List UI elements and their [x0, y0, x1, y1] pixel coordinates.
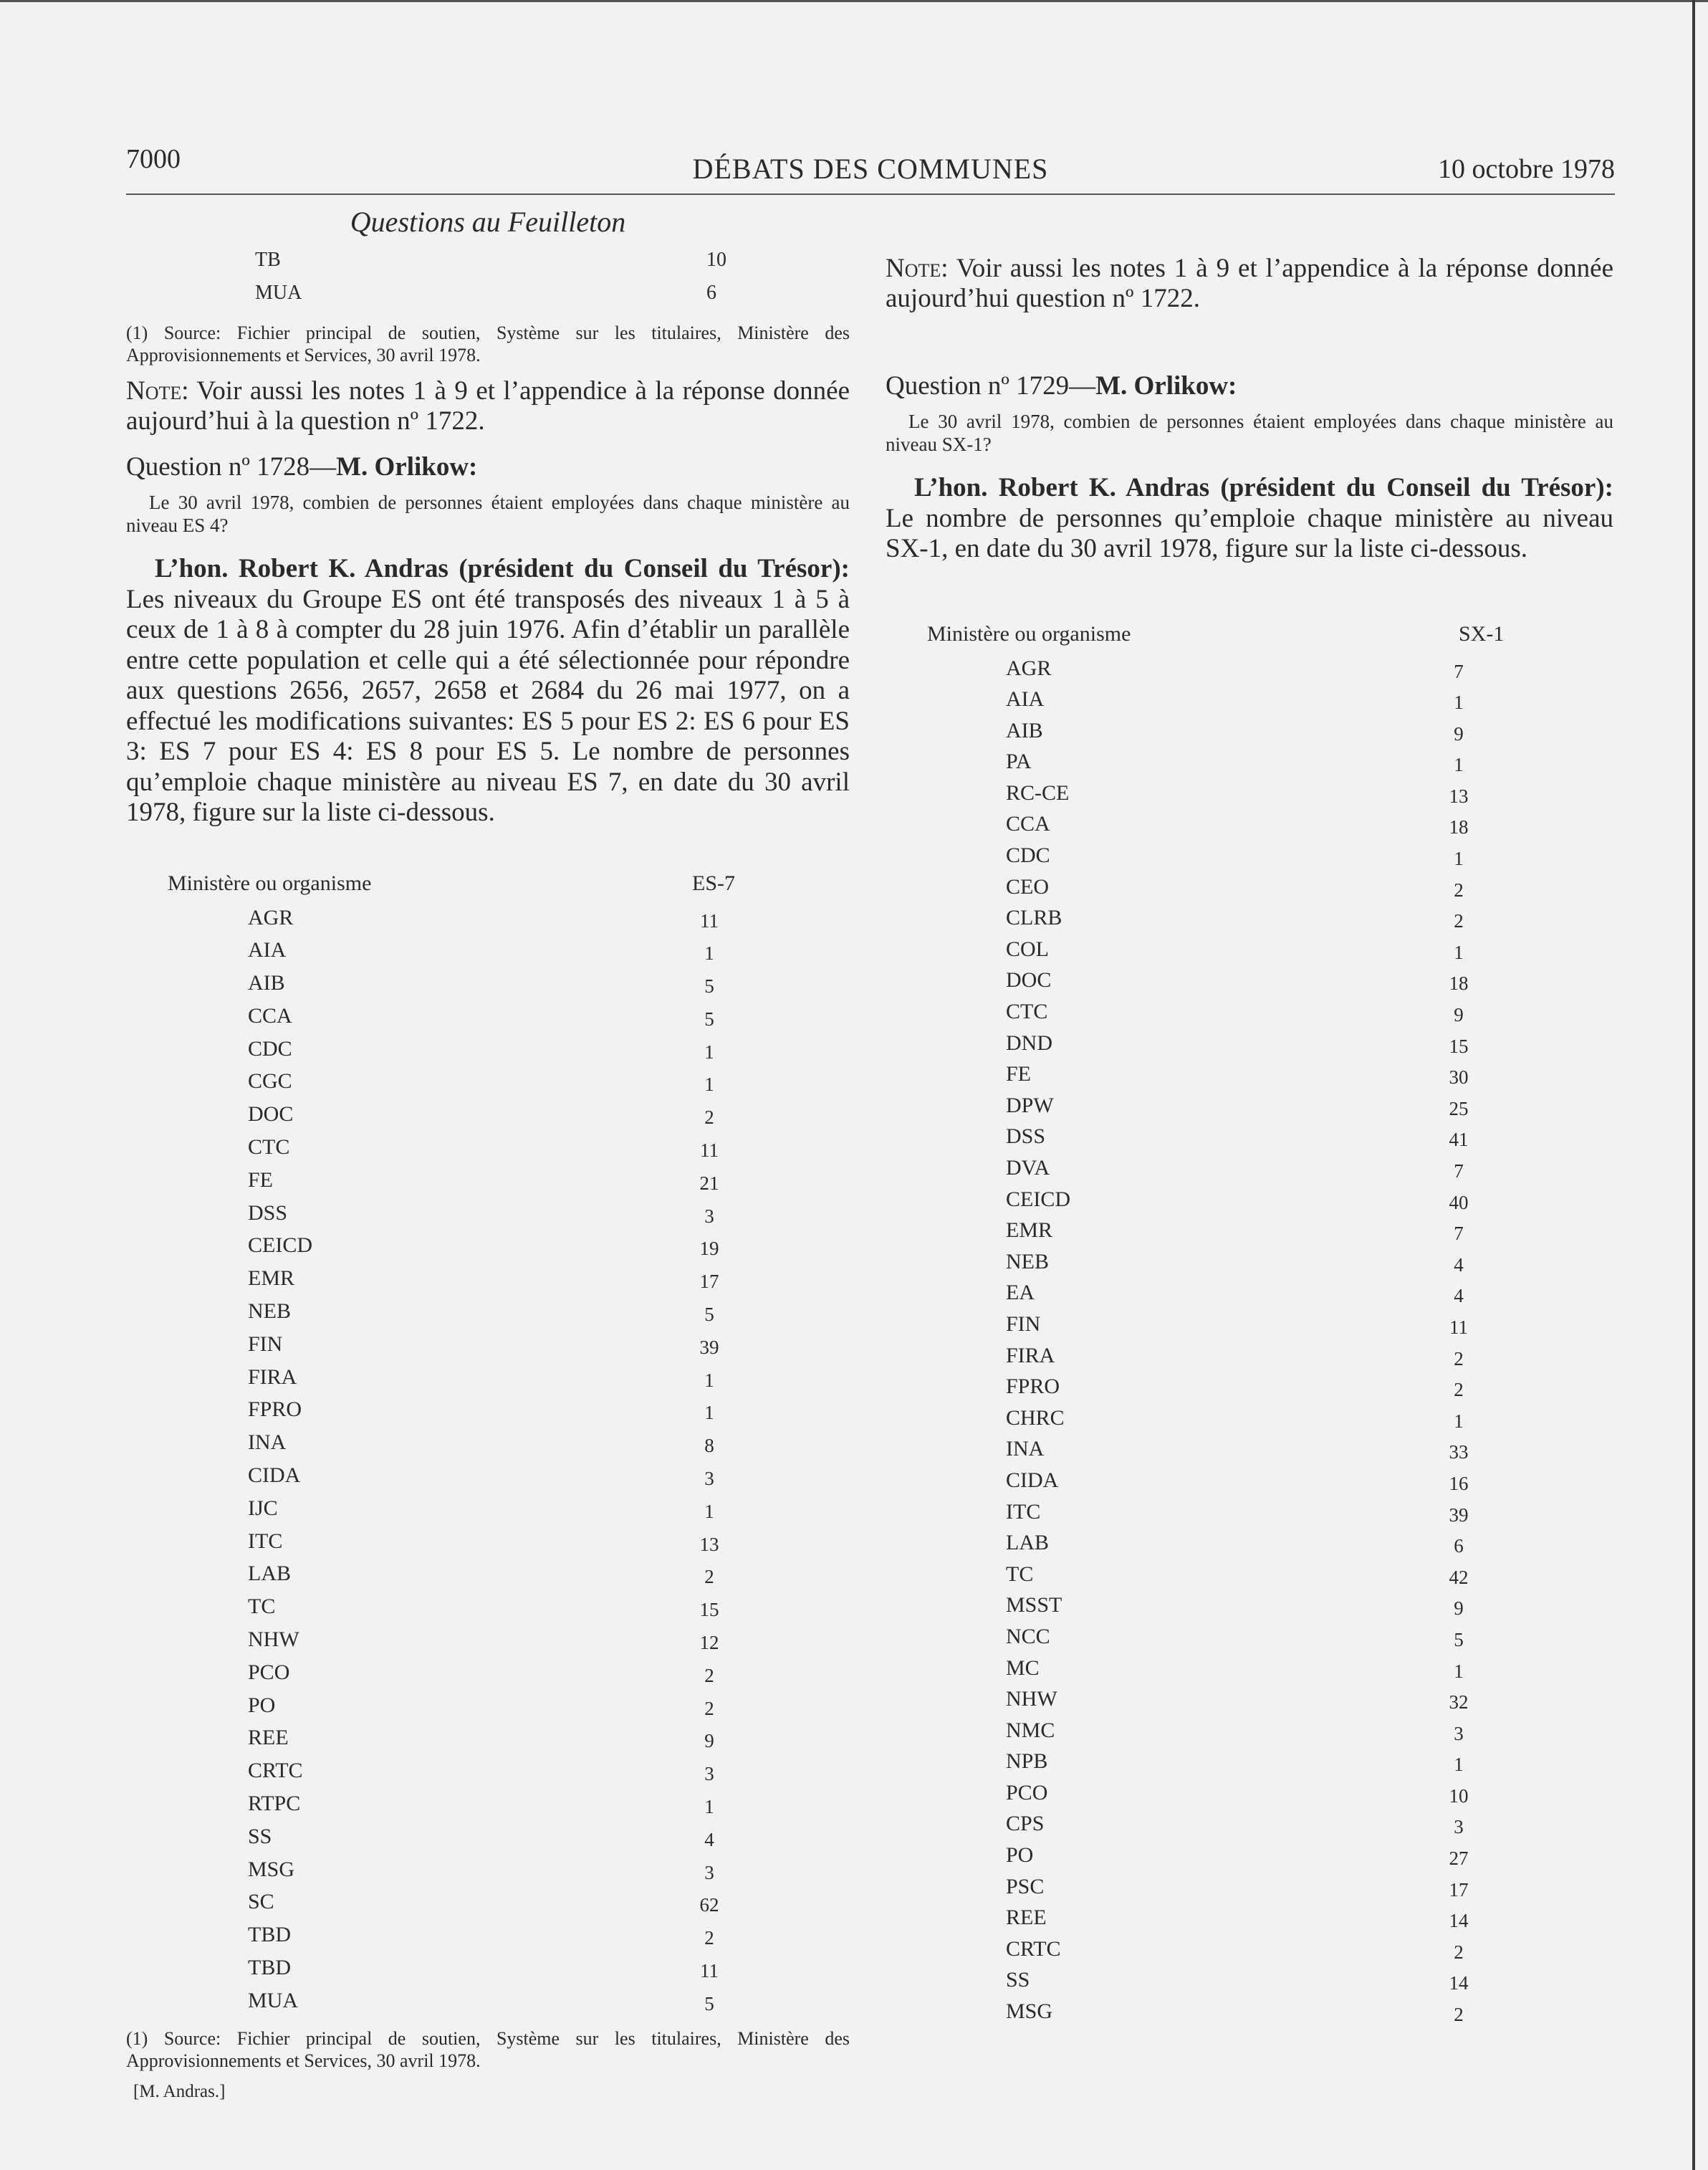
answer-paragraph	[886, 473, 1613, 565]
table-row	[886, 875, 1613, 907]
row-organization: CIDA	[1006, 1468, 1059, 1492]
row-count: 1	[704, 1796, 714, 1818]
row-count: 9	[1454, 722, 1464, 745]
row-organization: EMR	[1006, 1218, 1053, 1243]
question-prefix: Question nº 1728—	[126, 452, 337, 482]
table-row	[886, 1875, 1613, 1906]
row-count: 18	[1449, 816, 1469, 838]
row-organization: CHRC	[1006, 1405, 1065, 1430]
row-organization: DPW	[1006, 1093, 1054, 1117]
table-row	[886, 1906, 1613, 1937]
row-organization: DOC	[1006, 968, 1052, 993]
row-count: 30	[1449, 1066, 1469, 1089]
row-count: 10	[706, 249, 726, 271]
table-row	[886, 1437, 1613, 1468]
row-organization: TBD	[248, 1923, 291, 1947]
row-organization: CDC	[248, 1036, 292, 1061]
row-count: 19	[699, 1238, 719, 1260]
row-count: 13	[1449, 785, 1469, 807]
page-number: 7000	[126, 144, 181, 174]
row-count: 5	[704, 1304, 714, 1326]
row-organization: INA	[248, 1430, 287, 1455]
row-count: 1	[1454, 1410, 1464, 1432]
row-organization: ITC	[1006, 1499, 1041, 1524]
row-organization: CTC	[1006, 1000, 1048, 1024]
row-count: 2	[704, 1566, 714, 1588]
row-organization: DND	[1006, 1031, 1052, 1055]
row-organization: MUA	[248, 1988, 299, 2012]
table-row	[886, 1187, 1613, 1219]
table-row	[886, 1749, 1613, 1781]
es7-table	[126, 906, 850, 2022]
row-count: 2	[1454, 1379, 1464, 1401]
footnote-top: (1) Source: Fichier principal de soutien, Système sur les titulaires, Ministère des Approvisionnements et Services, 30 avril 1978.	[126, 322, 850, 365]
table-row	[886, 1406, 1613, 1438]
row-organization: DVA	[1006, 1156, 1050, 1180]
row-count: 2	[1454, 879, 1464, 901]
row-count: 17	[1449, 1878, 1469, 1901]
table-row	[126, 1168, 850, 1201]
row-organization: TC	[248, 1595, 276, 1619]
row-count: 39	[699, 1336, 719, 1358]
row-count: 2	[1454, 2004, 1464, 2026]
table-row	[886, 1062, 1613, 1094]
row-count: 1	[1454, 754, 1464, 776]
row-organization: FIN	[248, 1332, 283, 1356]
carryover-table	[126, 249, 850, 315]
note-label: Note:	[126, 376, 189, 406]
row-organization: SS	[1006, 1968, 1030, 1992]
row-organization: NPB	[1006, 1749, 1048, 1774]
row-count: 3	[704, 1205, 714, 1227]
row-count: 6	[706, 282, 716, 304]
table-row	[126, 1529, 850, 1562]
table-row	[886, 781, 1613, 813]
table-row	[886, 1124, 1613, 1156]
table-row	[126, 1069, 850, 1102]
row-count: 11	[700, 909, 719, 932]
table-row	[126, 1923, 850, 1956]
row-count: 3	[704, 1763, 714, 1785]
row-count: 2	[704, 1927, 714, 1949]
note-text: Voir aussi les notes 1 à 9 et l’appendice à la réponse donnée aujourd’hui question nº 1722.	[886, 254, 1613, 313]
row-organization: REE	[248, 1726, 289, 1750]
row-organization: DOC	[248, 1102, 294, 1127]
table-header-value: ES-7	[692, 871, 735, 895]
table-header	[126, 871, 850, 906]
table-row	[126, 1201, 850, 1234]
table-row	[886, 1312, 1613, 1344]
row-organization: NCC	[1006, 1624, 1050, 1648]
row-count: 2	[704, 1697, 714, 1719]
row-count: 11	[1449, 1316, 1468, 1338]
table-row	[126, 1726, 850, 1759]
table-row	[126, 1463, 850, 1496]
row-organization: AIB	[1006, 718, 1043, 742]
question-prefix: Question nº 1729—	[886, 371, 1096, 401]
table-row	[126, 1890, 850, 1923]
row-organization: PA	[1006, 750, 1032, 774]
row-organization: EMR	[248, 1266, 295, 1291]
row-count: 32	[1449, 1691, 1469, 1713]
table-row	[126, 971, 850, 1004]
table-row	[126, 1628, 850, 1660]
table-row	[886, 1687, 1613, 1719]
table-row	[886, 1094, 1613, 1125]
row-organization: PCO	[1006, 1780, 1048, 1805]
table-row	[126, 1004, 850, 1037]
row-organization: TBD	[248, 1956, 291, 1979]
table-row	[886, 1156, 1613, 1187]
row-count: 4	[1454, 1253, 1464, 1276]
row-count: 7	[1454, 660, 1464, 682]
row-count: 1	[1454, 941, 1464, 963]
row-count: 11	[700, 1960, 719, 1982]
row-count: 18	[1449, 972, 1469, 995]
table-row	[126, 1233, 850, 1266]
row-organization: COL	[1006, 937, 1049, 961]
answer-text: Les niveaux du Groupe ES ont été transposés des niveaux 1 à 5 à ceux de 1 à 8 à compter du 28 juin 1976. Afin d’établir un parallèle entre cette population et celle qui a été sélectionnée pour répondre aux questions 2656, 2657, 2658 et 2684 du 26 mai 1977, on a effectué les modifications suivantes: ES 5 pour ES 2: ES 6 pour ES 3: ES 7 pour ES 4: ES 8 pour ES 5. Le nombre de personnes qu’emploie chaque ministère au niveau ES 7, en date du 30 avril 1978, figure sur la liste ci-dessous.	[126, 584, 850, 827]
row-count: 3	[704, 1861, 714, 1883]
row-count: 10	[1449, 1784, 1469, 1807]
row-organization: CPS	[1006, 1812, 1045, 1836]
row-count: 39	[1449, 1504, 1469, 1526]
table-row	[126, 1989, 850, 2022]
question-member: M. Orlikow:	[336, 452, 478, 482]
row-count: 42	[1449, 1566, 1469, 1588]
row-count: 13	[699, 1533, 719, 1555]
row-count: 2	[704, 1664, 714, 1686]
row-organization: TC	[1006, 1562, 1034, 1586]
answer-speaker: L’hon. Robert K. Andras (président du Conseil du Trésor):	[155, 554, 850, 583]
row-count: 1	[1454, 692, 1464, 714]
table-row	[886, 1968, 1613, 1999]
row-count: 5	[704, 1992, 714, 2014]
row-organization: AIA	[248, 938, 287, 962]
row-organization: MSG	[1006, 1999, 1053, 2024]
table-row	[886, 937, 1613, 969]
table-row	[886, 1000, 1613, 1031]
row-count: 14	[1449, 1972, 1469, 1994]
row-organization: FE	[1006, 1062, 1032, 1086]
sx1-table	[886, 656, 1613, 2031]
row-organization: REE	[1006, 1906, 1047, 1930]
row-count: 41	[1449, 1129, 1469, 1151]
row-organization: NHW	[248, 1628, 299, 1652]
answer-paragraph	[126, 554, 850, 828]
note-label: Note:	[886, 254, 949, 283]
row-organization: FIRA	[1006, 1343, 1055, 1367]
row-organization: MSG	[248, 1857, 295, 1881]
row-organization: FIRA	[248, 1364, 297, 1389]
row-organization: CEICD	[248, 1233, 312, 1258]
note-paragraph	[886, 254, 1613, 314]
row-organization: SS	[248, 1824, 272, 1848]
row-organization: AGR	[1006, 656, 1052, 680]
row-count: 6	[1454, 1535, 1464, 1557]
row-count: 9	[1454, 1597, 1464, 1620]
table-row	[126, 1956, 850, 1989]
row-organization: NHW	[1006, 1687, 1057, 1711]
table-row	[886, 750, 1613, 781]
table-row	[886, 1937, 1613, 1969]
row-organization: CCA	[248, 1003, 292, 1028]
row-count: 4	[1454, 1285, 1464, 1307]
row-count: 1	[704, 1402, 714, 1424]
row-count: 14	[1449, 1910, 1469, 1932]
table-row	[126, 282, 850, 315]
table-header-value: SX-1	[1459, 621, 1505, 646]
table-row	[886, 843, 1613, 875]
row-organization: EA	[1006, 1281, 1035, 1305]
section-title: Questions au Feuilleton	[350, 206, 626, 238]
row-count: 21	[699, 1172, 719, 1194]
question-heading	[126, 452, 850, 482]
row-organization: CIDA	[248, 1463, 301, 1488]
answer-speaker: L’hon. Robert K. Andras (président du Conseil du Trésor):	[914, 473, 1613, 502]
table-row	[126, 1430, 850, 1463]
table-row	[886, 1218, 1613, 1250]
row-count: 3	[704, 1468, 714, 1490]
row-count: 1	[704, 1369, 714, 1391]
row-organization: PO	[1006, 1843, 1034, 1868]
row-organization: RC-CE	[1006, 780, 1070, 805]
table-row	[126, 1365, 850, 1398]
row-count: 15	[1449, 1035, 1469, 1057]
row-organization: FE	[248, 1167, 274, 1192]
table-row	[126, 1792, 850, 1825]
row-count: 1	[1454, 848, 1464, 870]
row-count: 5	[704, 975, 714, 998]
page-top-edge	[0, 0, 1708, 2]
table-row	[886, 812, 1613, 843]
table-row	[886, 1719, 1613, 1750]
table-row	[126, 1496, 850, 1529]
row-organization: DSS	[248, 1200, 288, 1225]
table-row	[886, 1281, 1613, 1312]
row-organization: SC	[248, 1890, 274, 1914]
table-row	[886, 1656, 1613, 1688]
row-count: 5	[704, 1008, 714, 1030]
row-organization: AIB	[248, 971, 285, 995]
table-row	[126, 1266, 850, 1299]
table-header-org: Ministère ou organisme	[168, 871, 372, 895]
row-organization: NMC	[1006, 1718, 1055, 1742]
page-right-edge	[1692, 0, 1695, 2170]
table-row	[886, 906, 1613, 937]
table-row	[886, 1999, 1613, 2031]
row-organization: CDC	[1006, 843, 1050, 868]
row-count: 12	[699, 1632, 719, 1654]
row-count: 2	[1454, 910, 1464, 932]
row-organization: CRTC	[248, 1759, 303, 1783]
row-organization: NEB	[248, 1299, 291, 1324]
publication-title: DÉBATS DES COMMUNES	[692, 153, 1049, 185]
row-count: 40	[1449, 1191, 1469, 1213]
row-organization: CLRB	[1006, 906, 1062, 930]
row-count: 16	[1449, 1472, 1469, 1494]
row-organization: PCO	[248, 1660, 290, 1684]
row-count: 5	[1454, 1628, 1464, 1650]
table-row	[886, 1375, 1613, 1406]
table-row	[886, 1562, 1613, 1594]
row-organization: AGR	[248, 905, 294, 929]
table-row	[126, 1102, 850, 1135]
row-organization: NEB	[1006, 1249, 1049, 1273]
issue-date: 10 octobre 1978	[1438, 154, 1615, 184]
table-row	[886, 1781, 1613, 1812]
row-organization: FPRO	[1006, 1375, 1060, 1399]
table-row	[126, 1660, 850, 1693]
row-organization: CEO	[1006, 874, 1049, 899]
row-organization: LAB	[1006, 1531, 1049, 1555]
question-text: Le 30 avril 1978, combien de personnes étaient employées dans chaque ministère au niveau ES 4?	[126, 492, 850, 536]
row-organization: CRTC	[1006, 1936, 1061, 1961]
attribution: [M. Andras.]	[133, 2081, 226, 2101]
row-count: 15	[699, 1599, 719, 1621]
row-count: 17	[699, 1271, 719, 1293]
row-count: 1	[704, 1074, 714, 1096]
row-organization: FPRO	[248, 1397, 302, 1422]
row-organization: IJC	[248, 1496, 278, 1520]
table-row	[126, 1562, 850, 1595]
row-organization: MC	[1006, 1655, 1040, 1680]
row-organization: MUA	[255, 282, 302, 304]
table-row	[126, 1858, 850, 1891]
row-organization: CGC	[248, 1069, 292, 1094]
table-row	[886, 1500, 1613, 1531]
table-row	[886, 719, 1613, 750]
row-organization: LAB	[248, 1562, 291, 1586]
row-organization: AIA	[1006, 687, 1045, 712]
table-row	[126, 1037, 850, 1070]
table-header-org: Ministère ou organisme	[927, 621, 1131, 646]
row-organization: TB	[255, 249, 281, 271]
table-header	[886, 622, 1613, 656]
table-row	[886, 1031, 1613, 1063]
table-row	[126, 938, 850, 971]
table-row	[126, 1759, 850, 1792]
table-row	[126, 1332, 850, 1365]
row-count: 27	[1449, 1848, 1469, 1870]
row-count: 9	[1454, 1004, 1464, 1026]
table-row	[126, 1299, 850, 1332]
table-row	[886, 687, 1613, 719]
table-row	[886, 1250, 1613, 1281]
row-count: 1	[704, 1041, 714, 1063]
row-count: 9	[704, 1730, 714, 1752]
row-count: 1	[1454, 1660, 1464, 1682]
table-row	[886, 1593, 1613, 1625]
table-row	[126, 1397, 850, 1430]
row-organization: PSC	[1006, 1874, 1045, 1898]
row-count: 1	[704, 1500, 714, 1522]
table-row	[126, 906, 850, 939]
left-column	[126, 201, 850, 2102]
row-count: 25	[1449, 1097, 1469, 1119]
table-row	[886, 1344, 1613, 1375]
table-row	[886, 968, 1613, 1000]
answer-text: Le nombre de personnes qu’emploie chaque ministère au niveau SX-1, en date du 30 avril 1978, figure sur la liste ci-dessous.	[886, 503, 1613, 563]
row-count: 8	[704, 1435, 714, 1457]
row-count: 62	[699, 1894, 719, 1916]
table-row	[886, 1531, 1613, 1562]
table-row	[886, 1468, 1613, 1500]
row-count: 2	[1454, 1347, 1464, 1370]
table-row	[126, 249, 850, 282]
table-row	[886, 1843, 1613, 1875]
footnote-bottom: (1) Source: Fichier principal de soutien, Système sur les titulaires, Ministère des Approvisionnements et Services, 30 avril 1978.	[126, 2027, 850, 2071]
row-count: 3	[1454, 1722, 1464, 1744]
row-organization: FIN	[1006, 1311, 1041, 1336]
table-row	[126, 1595, 850, 1628]
row-count: 3	[1454, 1816, 1464, 1838]
row-organization: CTC	[248, 1135, 290, 1160]
table-row	[886, 656, 1613, 688]
table-row	[126, 1135, 850, 1168]
row-organization: ITC	[248, 1529, 283, 1553]
note-paragraph	[126, 376, 850, 436]
question-member: M. Orlikow:	[1095, 371, 1237, 401]
question-text: Le 30 avril 1978, combien de personnes étaient employées dans chaque ministère au niveau SX-1?	[886, 411, 1613, 455]
table-row	[886, 1625, 1613, 1656]
row-count: 7	[1454, 1223, 1464, 1245]
row-count: 4	[704, 1828, 714, 1850]
row-organization: CCA	[1006, 812, 1050, 836]
row-count: 7	[1454, 1160, 1464, 1182]
row-count: 1	[704, 942, 714, 965]
row-organization: CEICD	[1006, 1187, 1070, 1211]
row-count: 11	[700, 1139, 719, 1162]
row-organization: MSST	[1006, 1593, 1062, 1617]
row-organization: PO	[248, 1693, 276, 1717]
question-heading	[886, 371, 1613, 401]
row-count: 1	[1454, 1754, 1464, 1776]
row-count: 2	[704, 1106, 714, 1129]
row-organization: DSS	[1006, 1124, 1046, 1149]
row-organization: INA	[1006, 1437, 1045, 1461]
right-column	[886, 201, 1613, 2031]
row-count: 33	[1449, 1441, 1469, 1463]
table-row	[126, 1693, 850, 1726]
row-count: 2	[1454, 1941, 1464, 1963]
row-organization: RTPC	[248, 1792, 301, 1816]
table-row	[126, 1825, 850, 1858]
table-row	[886, 1812, 1613, 1843]
note-text: Voir aussi les notes 1 à 9 et l’appendice à la réponse donnée aujourd’hui à la question nº 1722.	[126, 376, 850, 436]
page-header	[126, 143, 1615, 195]
